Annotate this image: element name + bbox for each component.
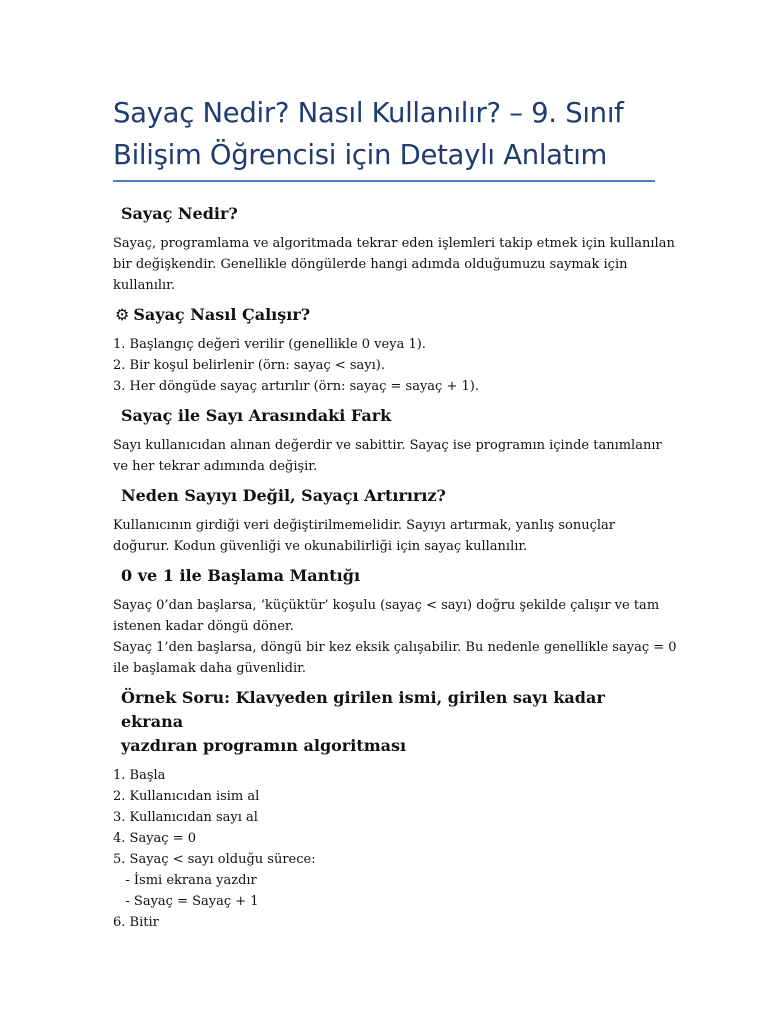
algorithm-steps xyxy=(113,765,658,933)
section-heading: Sayaç Nedir? xyxy=(121,204,238,223)
section-what-is-counter xyxy=(113,202,675,296)
document-page xyxy=(113,92,677,933)
list-item: 6. Bitir xyxy=(113,915,159,930)
list-item: 1. Başlangıç değeri verilir (genellikle 0 veya 1). xyxy=(113,337,426,352)
section-heading xyxy=(113,303,658,327)
text-line: istenen kadar döngü döner. xyxy=(113,619,294,634)
heading-line: Örnek Soru: Klavyeden girilen ismi, girilen sayı kadar ekrana xyxy=(121,688,605,731)
list-item: - Sayaç = Sayaç + 1 xyxy=(113,894,259,909)
text-line: Sayaç, programlama ve algoritmada tekrar eden işlemleri takip etmek için kullanılan xyxy=(113,236,675,251)
title-underline xyxy=(113,180,655,182)
list-item: 4. Sayaç = 0 xyxy=(113,831,196,846)
section-example-question xyxy=(113,686,658,933)
list-item: 5. Sayaç < sayı olduğu sürece: xyxy=(113,852,316,867)
gear-icon: ⚙ xyxy=(115,305,130,324)
section-paragraph xyxy=(113,515,658,557)
list-item: 3. Kullanıcıdan sayı al xyxy=(113,810,258,825)
section-heading: 0 ve 1 ile Başlama Mantığı xyxy=(121,566,361,585)
section-heading-text: Sayaç Nasıl Çalışır? xyxy=(133,305,311,324)
text-line: doğurur. Kodun güvenliği ve okunabilirliği için sayaç kullanılır. xyxy=(113,539,528,554)
section-counter-vs-number xyxy=(113,404,662,477)
steps-list xyxy=(113,334,658,397)
section-paragraph xyxy=(113,595,677,679)
section-paragraph xyxy=(113,233,675,296)
text-line: Sayı kullanıcıdan alınan değerdir ve sabittir. Sayaç ise programın içinde tanımlanır xyxy=(113,438,662,453)
title-line-2: Bilişim Öğrencisi için Detaylı Anlatım xyxy=(113,139,608,171)
text-line: ile başlamak daha güvenlidir. xyxy=(113,661,307,676)
page-title xyxy=(113,92,658,176)
title-line-1: Sayaç Nedir? Nasıl Kullanılır? – 9. Sınıf xyxy=(113,97,624,129)
text-line: ve her tekrar adımında değişir. xyxy=(113,459,318,474)
text-line: bir değişkendir. Genellikle döngülerde hangi adımda olduğumuzu saymak için xyxy=(113,257,628,272)
text-line: kullanılır. xyxy=(113,278,176,293)
list-item: 3. Her döngüde sayaç artırılır (örn: sayaç = sayaç + 1). xyxy=(113,379,479,394)
section-paragraph xyxy=(113,435,662,477)
section-heading: Neden Sayıyı Değil, Sayaçı Artırırız? xyxy=(121,486,446,505)
section-heading xyxy=(113,686,658,758)
list-item: 1. Başla xyxy=(113,768,166,783)
text-line: Sayaç 1’den başlarsa, döngü bir kez eksik çalışabilir. Bu nedenle genellikle sayaç = 0 xyxy=(113,640,677,655)
text-line: Kullanıcının girdiği veri değiştirilmemelidir. Sayıyı artırmak, yanlış sonuçlar xyxy=(113,518,615,533)
section-start-zero-or-one xyxy=(113,564,677,679)
section-why-increment-counter xyxy=(113,484,658,557)
list-item: 2. Bir koşul belirlenir (örn: sayaç < sayı). xyxy=(113,358,385,373)
heading-line: yazdıran programın algoritması xyxy=(121,736,407,755)
text-line: Sayaç 0’dan başlarsa, ‘küçüktür’ koşulu (sayaç < sayı) doğru şekilde çalışır ve tam xyxy=(113,598,660,613)
list-item: - İsmi ekrana yazdır xyxy=(113,873,257,888)
list-item: 2. Kullanıcıdan isim al xyxy=(113,789,260,804)
section-how-counter-works xyxy=(113,303,658,397)
section-heading: Sayaç ile Sayı Arasındaki Fark xyxy=(121,406,392,425)
